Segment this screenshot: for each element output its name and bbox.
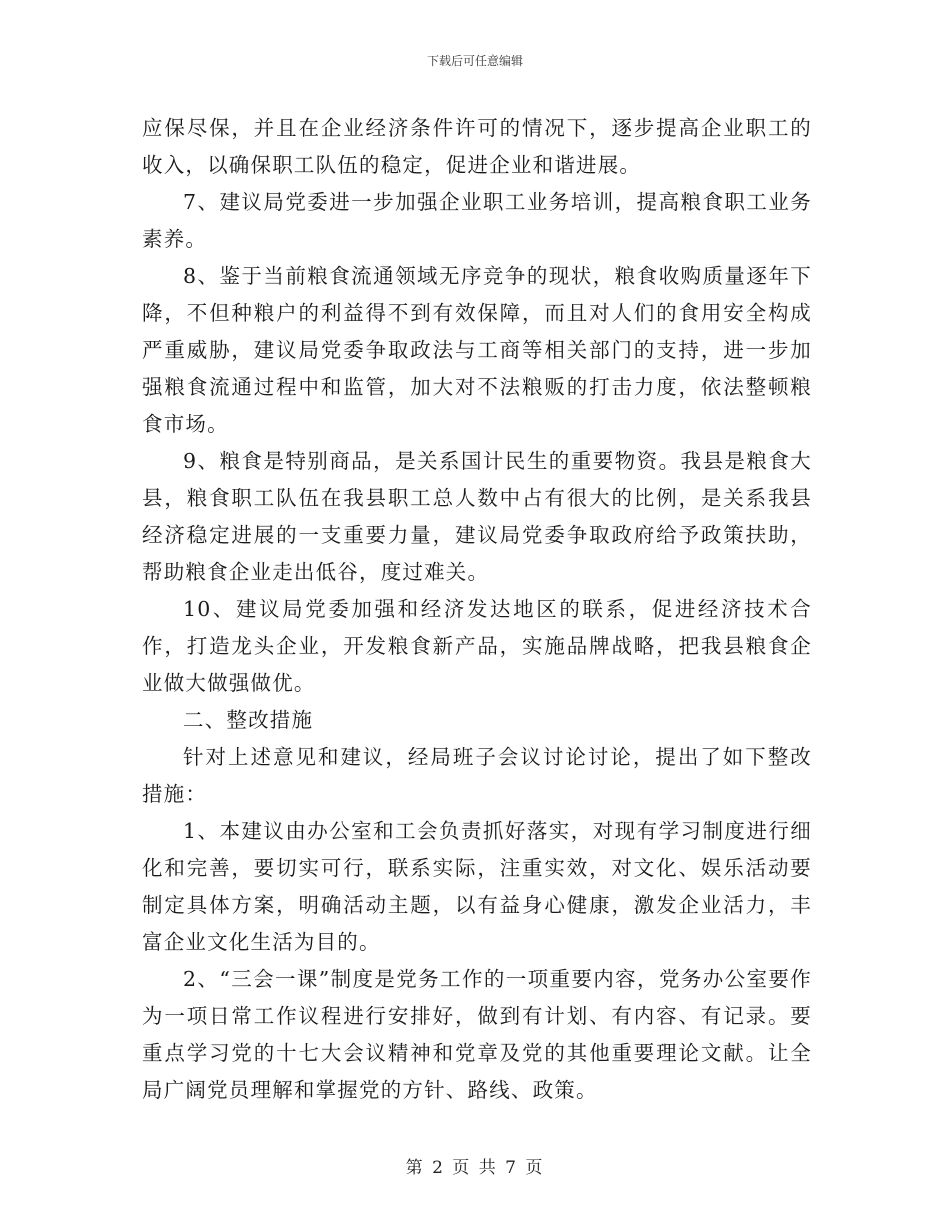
paragraph-1: 应保尽保，并且在企业经济条件许可的情况下，逐步提高企业职工的收入，以确保职工队伍的稳定，促进企业和谐进展。 xyxy=(142,116,812,177)
paragraph-5: 10、建议局党委加强和经济发达地区的联系，促进经济技术合作，打造龙头企业，开发粮食新产品，实施品牌战略，把我县粮食企业做大做强做优。 xyxy=(142,597,812,695)
paragraph-8: 1、本建议由办公室和工会负责抓好落实，对现有学习制度进行细化和完善，要切实可行，联系实际，注重实效，对文化、娱乐活动要制定具体方案，明确活动主题，以有益身心健康，激发企业活力，丰富企业文化生活为目的。 xyxy=(142,819,812,954)
paragraph-9: 2、“三会一课”制度是党务工作的一项重要内容，党务办公室要作为一项日常工作议程进行安排好，做到有计划、有内容、有记录。要重点学习党的十七大会议精神和党章及党的其他重要理论文献。让全局广阔党员理解和掌握党的方针、路线、政策。 xyxy=(142,967,812,1102)
document-body xyxy=(142,110,812,1109)
section-heading: 二、整改措施 xyxy=(183,708,314,732)
paragraph-2: 7、建议局党委进一步加强企业职工业务培训，提高粮食职工业务素养。 xyxy=(142,190,812,251)
page-header: 下载后可任意编辑 xyxy=(426,54,523,68)
paragraph-3: 8、鉴于当前粮食流通领域无序竞争的现状，粮食收购质量逐年下降，不但种粮户的利益得不到有效保障，而且对人们的食用安全构成严重威胁，建议局党委争取政法与工商等相关部门的支持，进一步加强粮食流通过程中和监管，加大对不法粮贩的打击力度，依法整顿粮食市场。 xyxy=(142,264,812,436)
paragraph-4: 9、粮食是特别商品，是关系国计民生的重要物资。我县是粮食大县，粮食职工队伍在我县职工总人数中占有很大的比例，是关系我县经济稳定进展的一支重要力量，建议局党委争取政府给予政策扶助，帮助粮食企业走出低谷，度过难关。 xyxy=(142,449,812,584)
paragraph-7: 针对上述意见和建议，经局班子会议讨论讨论，提出了如下整改措施： xyxy=(142,745,812,806)
page-footer: 第 2 页 共 7 页 xyxy=(405,1158,545,1178)
